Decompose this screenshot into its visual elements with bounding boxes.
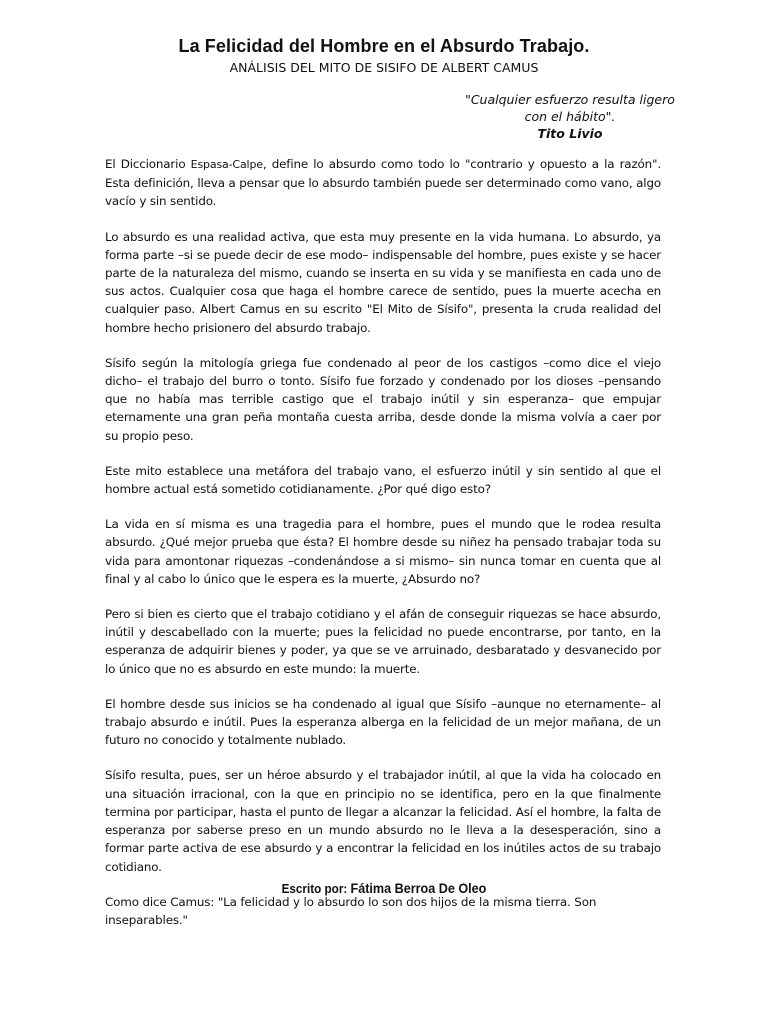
paragraph-3: Sísifo según la mitología griega fue condenado al peor de los castigos –como dice el viejo dicho– el trabajo del burro o tonto. Sísifo fue forzado y condenado por los dioses –pensando que no había mas terrible castigo que el trabajo inútil y sin esperanza– que empujar eternamente una gran peña montaña cuesta arriba, desde donde la misma volvía a caer por su propio peso. [105, 355, 661, 443]
document-body [105, 155, 661, 946]
paragraph-1-start: El Diccionario [105, 157, 191, 171]
epigraph [440, 91, 700, 142]
paragraph-7: El hombre desde sus inicios se ha condenado al igual que Sísifo –aunque no eternamente– al trabajo absurdo e inútil. Pues la esperanza alberga en la felicidad de un mejor mañana, de un futuro no conocido y totalmente nublado. [105, 696, 661, 748]
paragraph-1-end: , define lo absurdo como todo lo "contrario y opuesto a la razón". Esta definición, lleva a pensar que lo absurdo también puede ser determinado como vano, algo vacío y sin sentido. [105, 157, 661, 209]
paragraph-4: Este mito establece una metáfora del trabajo vano, el esfuerzo inútil y sin sentido al que el hombre actual está sometido cotidianamente. ¿Por qué digo esto? [105, 463, 661, 497]
signature-label: Escrito por: [281, 881, 351, 896]
document-title: La Felicidad del Hombre en el Absurdo Trabajo. [178, 36, 590, 56]
paragraph-5: La vida en sí misma es una tragedia para el hombre, pues el mundo que le rodea resulta absurdo. ¿Qué mejor prueba que ésta? El hombre desde su niñez ha pensado trabajar toda su vida para amontonar riquezas –condenándose a si mismo– sin nunca tomar en cuenta que al final y al cabo lo único que le espera es la muerte, ¿Absurdo no? [105, 517, 661, 586]
epigraph-author: Tito Livio [537, 126, 603, 141]
document-subtitle: ANÁLISIS DEL MITO DE SISIFO DE ALBERT CAMUS [229, 60, 539, 75]
paragraph-2: Lo absurdo es una realidad activa, que esta muy presente en la vida humana. Lo absurdo, ya forma parte –si se puede decir de ese modo– indispensable del hombre, pues existe y se hacer parte de la naturaleza del mismo, cuando se inserta en su vida y se manifiesta en cada uno de sus actos. Cualquier cosa que haga el hombre carece de sentido, pues la muerte acecha en cualquier paso. Albert Camus en su escrito "El Mito de Sísifo", presenta la cruda realidad del hombre hecho prisionero del absurdo trabajo. [105, 229, 661, 335]
paragraph-1 [105, 155, 661, 211]
paragraph-8: Sísifo resulta, pues, ser un héroe absurdo y el trabajador inútil, al que la vida ha colocado en una situación irracional, con la que en principio no se identifica, pero en la que finalmente termina por participar, hasta el punto de llegar a alcanzar la felicidad. Así el hombre, la falta de esperanza por saberse preso en un mundo absurdo no le lleva a la desesperación, sino a formar parte activa de ese absurdo y a encontrar la felicidad en los inútiles actos de su trabajo cotidiano. [105, 768, 661, 874]
publisher-name: Espasa-Calpe [190, 158, 263, 171]
epigraph-line-2: con el hábito". [524, 109, 616, 124]
signature-name: Fátima Berroa De Oleo [350, 880, 487, 896]
epigraph-line-1: "Cualquier esfuerzo resulta ligero [465, 92, 675, 107]
signature [38, 880, 729, 896]
paragraph-6: Pero si bien es cierto que el trabajo cotidiano y el afán de conseguir riquezas se hace absurdo, inútil y descabellado con la muerte; pues la felicidad no puede encontrarse, por tanto, en la esperanza de adquirir bienes y poder, ya que se ve arruinado, desbaratado y desvanecido por lo único que no es absurdo en este mundo: la muerte. [105, 607, 661, 676]
paragraph-9: Como dice Camus: "La felicidad y lo absurdo lo son dos hijos de la misma tierra. Son inseparables." [105, 894, 597, 927]
